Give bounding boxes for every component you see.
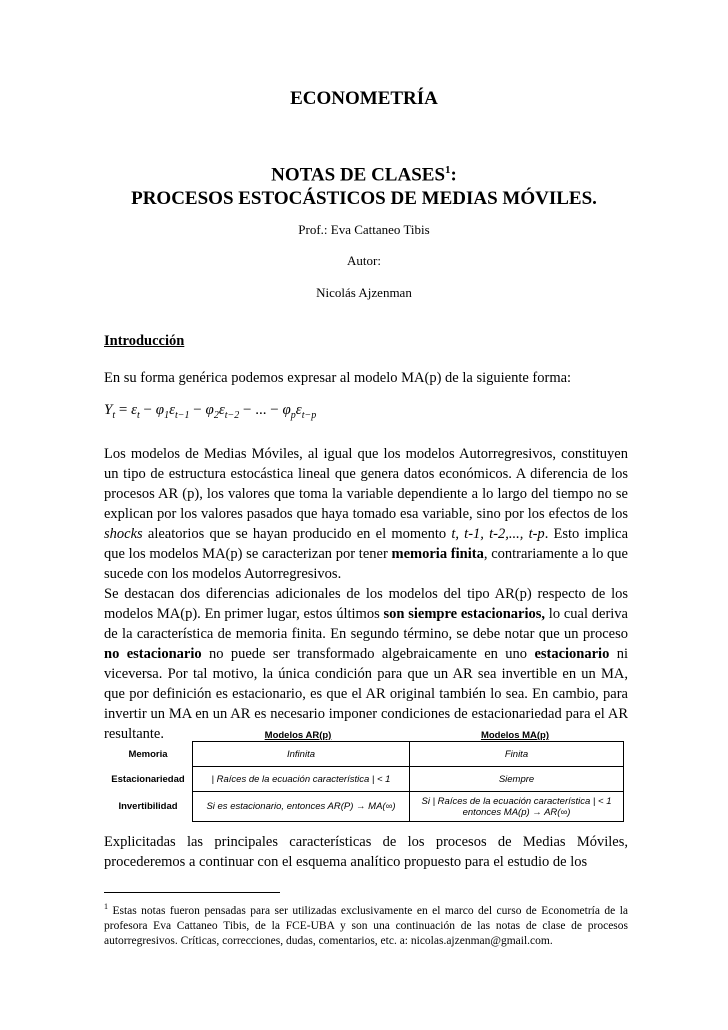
subtitle-line2: PROCESOS ESTOCÁSTICOS DE MEDIAS MÓVILES. <box>131 188 597 210</box>
document-subtitle <box>0 158 728 211</box>
subtitle-colon: : <box>450 164 457 186</box>
paragraph-differences: Se destacan dos diferencias adicionales de los modelos del tipo AR(p) respecto de los modelos MA(p). En primer lugar, estos últimos son siempre estacionarios, lo cual deriva de la característica de memoria finita. En segundo término, se debe notar que un proceso no estacionario no puede ser transformado algebraicamente en uno estacionario ni viceversa. Por tal motivo, la única condición para que un AR sea invertible en un MA, que por definición es estacionario, es que el AR original también lo sea. En cambio, para invertir un MA en un AR es necesario imponer condiciones de estacionariedad para el AR resultante. <box>104 586 629 742</box>
cell-ar-invertibilidad: Si es estacionario, entonces AR(P) → MA(∞) <box>193 792 410 822</box>
author-label: Autor: <box>347 253 381 268</box>
table-header-ma: Modelos MA(p) <box>480 730 550 741</box>
cell-ar-memoria: Infinita <box>193 742 410 767</box>
footnote-number: 1 <box>104 902 108 911</box>
cell-ar-estacionariedad: | Raíces de la ecuación característica | < 1 <box>193 767 410 792</box>
table-row <box>104 767 624 792</box>
row-label-estacionariedad: Estacionariedad <box>111 773 185 785</box>
ma-formula: $Y_t = \varepsilon_t - \varphi_1\varepsilon_{t-1} - \varphi_2\varepsilon_{t-2}$ − ... − $\varphi_p\varepsilon_{t-p}$ <box>104 402 317 421</box>
cell-ma-memoria: Finita <box>410 742 624 767</box>
subtitle-line1: NOTAS DE CLASES <box>271 164 446 186</box>
table-row <box>104 792 624 822</box>
cell-ma-estacionariedad: Siempre <box>410 767 624 792</box>
table-row <box>104 742 624 767</box>
footnote <box>104 899 628 949</box>
row-label-invertibilidad: Invertibilidad <box>118 801 178 812</box>
paragraph-ma-description: Los modelos de Medias Móviles, al igual que los modelos Autorregresivos, constituyen un tipo de estructura estocástica lineal que genera datos económicos. A diferencia de los procesos AR (p), los valores que toma la variable dependiente a lo largo del tiempo no se explican por los valores pasados que haya tomado esa variable, sino por los efectos de los shocks aleatorios que se hayan producido en el momento t, t-1, t-2,..., t-p. Esto implica que los modelos MA(p) se caracterizan por tener memoria finita, contrariamente a lo que sucede con los modelos Autorregresivos. <box>104 446 629 582</box>
author-name: Nicolás Ajzenman <box>316 285 412 300</box>
intro-lead: En su forma genérica podemos expresar al modelo MA(p) de la siguiente forma: <box>104 370 572 386</box>
document-title: ECONOMETRÍA <box>290 88 438 109</box>
row-label-memoria: Memoria <box>128 748 168 760</box>
footnote-ref: 1 <box>445 164 451 176</box>
footnote-text: Estas notas fueron pensadas para ser utilizadas exclusivamente en el marco del curso de Econometría de la profesora Eva Cattaneo Tibis, de la FCE-UBA y son una continuación de las notas de clase de procesos autorregresivos. Críticas, correcciones, dudas, comentarios, etc. a: nicolas.ajzenman@gmail.com. <box>104 904 628 947</box>
paragraph-continuation: Explicitadas las principales características de los procesos de Medias Móviles, procederemos a continuar con el esquema analítico propuesto para el estudio de los <box>104 834 628 870</box>
section-heading-introduccion: Introducción <box>104 333 185 349</box>
table-header-ar: Modelos AR(p) <box>264 730 332 741</box>
cell-ma-invertibilidad: Si | Raíces de la ecuación característica | < 1 entonces MA(p) → AR(∞) <box>410 792 624 822</box>
professor-line: Prof.: Eva Cattaneo Tibis <box>298 222 430 237</box>
comparison-table <box>104 741 624 822</box>
footnote-divider <box>104 892 280 893</box>
